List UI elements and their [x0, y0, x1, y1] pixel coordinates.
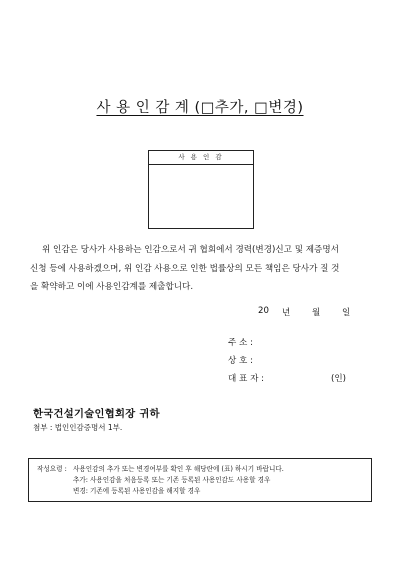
- instructions-line-3: 변경: 기존에 등록된 사용인감을 해지할 경우: [73, 487, 201, 495]
- attachment-note: 첨부 : 법인인감증명서 1부.: [33, 423, 123, 432]
- day-label: 일: [342, 308, 351, 318]
- declaration-line-2: 신청 등에 사용하겠으며, 위 인감 사용으로 인한 법률상의 모든 책임은 당사가 질 것: [30, 263, 340, 274]
- company-field-label: 상 호 :: [228, 356, 253, 366]
- declaration-line-1: 위 인감은 당사가 사용하는 인감으로서 귀 협회에서 경력(변경)신고 및 제증명서: [42, 245, 339, 255]
- addressee: 한국건설기술인협회장 귀하: [33, 408, 160, 420]
- representative-field-label: 대 표 자 :: [228, 374, 264, 384]
- declaration-line-3: 을 확약하고 이에 사용인감계를 제출합니다.: [30, 282, 194, 292]
- year-label: 년: [282, 308, 291, 318]
- instructions-line-2: 추가: 사용인감을 처음등록 또는 기존 등록된 사용인감도 사용할 경우: [73, 476, 271, 484]
- instructions-label: 작성요령 :: [37, 465, 67, 473]
- title-text: 사 용 인 감 계 (□추가, □변경): [96, 100, 304, 116]
- seal-stamp-box[interactable]: [148, 150, 254, 229]
- address-field-label: 주 소 :: [228, 338, 253, 348]
- seal-box-label: 사 용 인 감: [149, 151, 253, 165]
- document-title: [0, 96, 400, 117]
- month-label: 월: [312, 308, 321, 318]
- seal-mark: (인): [331, 374, 347, 384]
- year-prefix: 20: [258, 306, 269, 316]
- instructions-box: [28, 458, 372, 502]
- instructions-line-1: 사용인감의 추가 또는 변경여부를 확인 후 해당란에 (표) 하시기 바랍니다.: [73, 465, 284, 473]
- declaration-text: [30, 241, 370, 297]
